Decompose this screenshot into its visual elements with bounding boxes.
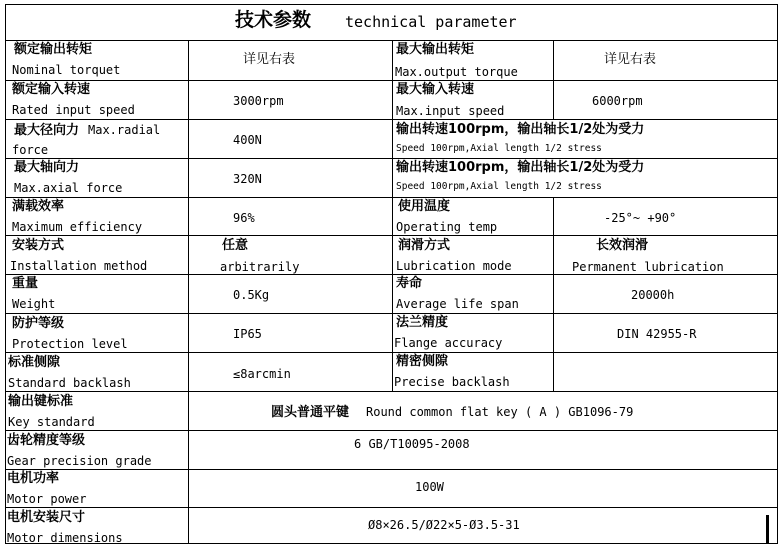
value: Round common flat key ( A ) GB1096-79 [366,405,634,419]
value: 3000rpm [233,94,284,108]
label-en: Key standard [8,415,95,429]
label-en: Nominal torquet [12,63,121,77]
corner-mark [766,515,769,543]
label-en: Weight [12,297,56,311]
title-cn: 技术参数 [235,9,312,31]
condition-en: Speed 100rpm,Axial length 1/2 stress [396,181,602,192]
title-en: technical parameter [345,13,517,31]
value: 详见右表 [243,52,296,67]
value: Permanent lubrication [572,260,724,274]
label-en: force [12,143,49,157]
label-cn: 电机功率 [7,471,60,486]
label-en: Precise backlash [394,375,510,389]
value: arbitrarily [220,260,300,274]
label-cn: 最大径向力 [14,123,80,138]
value-cn: 任意 [222,238,249,253]
row-divider [5,469,778,470]
label-en: Motor dimensions [7,531,123,545]
label-en: Gear precision grade [7,454,152,468]
condition-cn: 输出转速100rpm，输出轴长1/2处为受力 [396,160,645,175]
label-cn: 使用温度 [398,199,451,214]
label-cn: 最大输出转矩 [396,42,475,57]
value: 6 GB/T10095-2008 [354,437,470,451]
label-cn: 齿轮精度等级 [7,433,86,448]
value: ≤8arcmin [233,367,291,381]
label-en: Max.axial force [14,181,123,195]
row-divider [5,430,778,431]
value: IP65 [233,327,262,341]
label-en: Maximum efficiency [12,220,143,234]
value-cn: 圆头普通平键 [271,405,350,420]
label-en: Motor power [7,492,87,506]
label-en: Max.radial [88,123,161,137]
label-cn: 额定输入转速 [12,82,91,97]
value: 96% [233,211,255,225]
label-cn: 安装方式 [12,238,65,253]
label-en: Rated input speed [12,103,135,117]
label-cn: 重量 [12,276,39,291]
row-divider [5,391,778,392]
label-en: Lubrication mode [396,259,512,273]
value: -25°~ +90° [604,211,677,225]
value-cn: 长效润滑 [596,238,649,253]
col-divider [392,40,393,391]
label-cn: 精密侧隙 [396,354,449,369]
row-divider [5,507,778,508]
condition-cn: 输出转速100rpm，输出轴长1/2处为受力 [396,122,645,137]
label-en: Standard backlash [8,376,131,390]
label-en: Max.input speed [396,104,505,118]
label-en: Protection level [12,337,128,351]
col-divider [553,40,554,120]
value: DIN 42955-R [617,327,697,341]
label-cn: 标准侧隙 [8,355,61,370]
frame-top [5,4,778,5]
label-cn: 润滑方式 [398,238,451,253]
value: 400N [233,133,262,147]
label-cn: 满载效率 [12,199,65,214]
label-cn: 输出键标准 [8,394,74,409]
col-divider [188,40,189,544]
label-cn: 法兰精度 [396,315,449,330]
label-en: Max.output torque [395,65,518,79]
value: 6000rpm [592,94,643,108]
label-cn: 额定输出转矩 [14,42,93,57]
label-cn: 寿命 [396,276,423,291]
value: 20000h [631,288,675,302]
condition-en: Speed 100rpm,Axial length 1/2 stress [396,143,602,154]
label-cn: 防护等级 [12,316,65,331]
value: 0.5Kg [233,288,270,302]
label-cn: 电机安装尺寸 [7,510,86,525]
label-en: Operating temp [396,220,498,234]
label-en: Average life span [396,297,519,311]
col-divider [553,197,554,391]
value: Ø8×26.5/Ø22×5-Ø3.5-31 [368,518,520,532]
value: 100W [415,480,444,494]
label-en: Installation method [10,259,148,273]
label-en: Flange accuracy [394,336,503,350]
value: 详见右表 [604,52,657,67]
value: 320N [233,172,262,186]
label-cn: 最大输入转速 [396,82,475,97]
label-cn: 最大轴向力 [14,160,80,175]
